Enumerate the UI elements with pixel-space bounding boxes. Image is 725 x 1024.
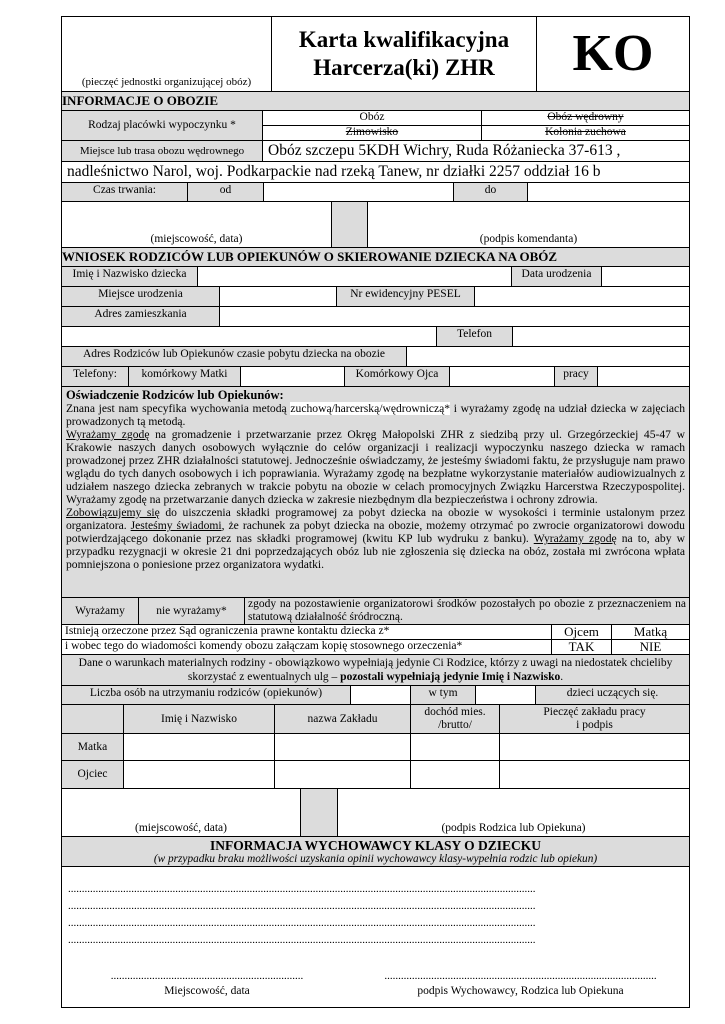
parent-signature-field[interactable] [337,789,689,836]
col-workplace-header: nazwa Zakładu [274,705,410,733]
teacher-place-date-label: Miejscowość, data [164,985,250,997]
students-count-value[interactable] [475,686,535,704]
income-note-bold: pozostali wypełniają jedynie Imię i Nazwisko [340,671,561,683]
including-label: w tym [410,686,475,704]
to-label: do [453,183,527,201]
col-income-header [410,705,499,733]
declaration-p1-text: Znana jest nam specyfika wychowania metodą [66,402,291,415]
parent-place-date-caption: (miejscowość, data) [135,822,227,834]
students-label: dzieci uczących się. [535,686,689,704]
camp-place-date-field[interactable] [62,202,331,247]
facility-type-label: Rodzaj placówki wypoczynku * [62,111,262,140]
income-table-header [62,704,689,733]
declaration-p3-text-c: na to, aby w przypadku rezygnacji w okresie 21 dni poprzedzających obóz lub nie zgłoszenia się dziecka na obóz, została mi zwrócona wpłata pomniejszona o poniesione przez organizatora wydatki. [66,532,685,571]
commander-signature-field[interactable] [367,202,689,247]
location-value-line2[interactable]: nadleśnictwo Narol, woj. Podkarpackie nad rzeką Tanew, nr działki 2257 oddział 16 b [62,161,689,182]
commander-sign-row [62,201,689,247]
declaration-p3-consent: Wyrażamy zgodę [533,532,617,545]
no-option[interactable]: NIE [611,640,689,654]
father-mobile-label: Komórkowy Ojca [344,367,449,386]
work-phone-value[interactable] [597,367,689,386]
income-header-blank [62,705,123,733]
parents-address-value[interactable] [406,347,689,366]
col-stamp-header [499,705,689,733]
col-income-line2: /brutto/ [438,719,472,731]
pesel-value[interactable] [474,287,689,306]
section-application-title: WNIOSEK RODZICÓW LUB OPIEKUNÓW O SKIEROWANIE DZIECKA NA OBÓZ [62,249,558,264]
commander-caption: (podpis komendanta) [479,233,578,245]
declaration-title: Oświadczenie Rodziców lub Opiekunów: [66,388,284,402]
facility-options [262,111,689,140]
opinion-line: .......................................................................................................................................................................... [68,917,536,929]
facility-type-row [62,110,689,140]
court-restrictions-row [62,624,689,639]
stamp-area[interactable] [62,17,271,91]
col-stamp-line1: Pieczęć zakładu pracy [543,706,646,718]
parents-address-label: Adres Rodziców lub Opiekunów czasie pobytu dziecka na obozie [62,347,406,366]
income-note-text: Dane o warunkach materialnych rodziny - obowiązkowo wypełniają jedynie Ci Rodzice, którzy z uwagi na niedostatek chcieliby skorzystać z ewentualnych ulg – [78,657,673,683]
opinion-line: .......................................................................................................................................................................... [68,934,536,946]
teacher-opinion-area[interactable] [62,866,689,1007]
address-row [62,306,689,326]
funds-consent-row [62,597,689,624]
birth-place-label: Miejsce urodzenia [62,287,219,306]
father-option[interactable]: Ojcem [551,625,611,639]
dependents-label: Liczba osób na utrzymaniu rodziców (opiekunów) [62,686,350,704]
phone-label: Telefon [436,327,512,346]
mother-mobile-label: komórkowy Matki [128,367,240,386]
phone-row [62,326,689,346]
income-note-end: . [560,671,564,683]
income-row-father [62,760,689,788]
section-teacher-title: INFORMACJA WYCHOWAWCY KLASY O DZIECKU [209,837,542,853]
declaration-p3-aware: Jesteśmy świadomi [130,519,222,532]
dependents-row [62,685,689,704]
mother-mobile-value[interactable] [240,367,344,386]
work-phone-label: pracy [554,367,597,386]
col-stamp-line2: i podpis [576,719,613,731]
section-camp-info [62,91,689,110]
parent-place-date-field[interactable] [62,789,300,836]
court-restrictions-label: Istnieją orzeczone przez Sąd ograniczenia prawne kontaktu dziecka z* [65,625,390,637]
agree-option[interactable]: Wyrażamy [62,598,138,624]
child-name-row [62,266,689,286]
parent-signature-caption: (podpis Rodzica lub Opiekuna) [441,822,586,834]
child-name-value[interactable] [197,267,511,286]
section-application [62,247,689,266]
declaration-p3-text-b: , że rachunek za pobyt dziecka na obozie, możemy otrzymać po zwrocie organizatorowi dowodu potwierdzającego dokonanie przez nas składki programowej (kwitu KP lub wydruku z banku). [66,519,685,545]
duration-row [62,182,689,201]
mother-income-cell[interactable] [410,734,499,760]
form-code: KO [572,25,654,82]
section-camp-info-title: INFORMACJE O OBOZIE [62,93,219,108]
location-value-line1[interactable]: Obóz szczepu 5KDH Wichry, Ruda Różaniecka 37-613 , [262,141,689,161]
opinion-line: .......................................................................................................................................................................... [68,883,536,895]
duration-label: Czas trwania: [62,183,187,201]
declaration-block [62,386,689,597]
qualification-form [61,16,690,1008]
declaration-p3-oblige: Zobowiązujemy się [66,506,160,519]
option-camp[interactable]: Obóz [359,111,385,123]
option-cub-colony[interactable]: Kolonia zuchowa [481,126,689,140]
income-note [62,654,689,685]
dependents-value[interactable] [350,686,410,704]
address-continued[interactable] [62,327,436,346]
phones-row [62,366,689,386]
declaration-p2-consent: Wyrażamy zgodę [66,428,150,441]
form-code-box [536,17,689,91]
address-value[interactable] [219,307,689,326]
mother-workplace-cell[interactable] [274,734,410,760]
camp-place-date-caption: (miejscowość, data) [150,233,243,245]
father-name-cell[interactable] [123,761,274,788]
from-label: od [187,183,263,201]
parent-sign-row [62,788,689,836]
father-stamp-cell[interactable] [499,761,689,788]
declaration-p1-text-end: i wyrażamy zgodę na udział dziecka w zajęciach prowadzonych tą metodą. [66,402,686,428]
declaration-p2-text: na gromadzenie i przetwarzanie przez Okręg Małopolski ZHR z siedzibą przy ul. Grzegórzeckiej 45-47 w Krakowie naszych danych osobowych wyłącznie do celów organizacji i realizacji wypoczynku naszego dziecka w ramach prowadzonej przez ZHR działalności statutowej. Jednocześnie oświadczamy, że jesteśmy świadomi faktu, że przysługuje nam prawo wglądu do tych danych osobowych i ich poprawiania. Wyrażamy zgodę na bezpłatne wykorzystanie materiałów audiowizualnych z udziałem naszego dziecka zebranych w trakcie pobytu na obozie w celach promocyjnych Związku Harcerstwa Rzeczypospolitej. Wyrażamy zgodę na przetwarzanie danych dziecka w zakresie niezbędnym dla bezpieczeństwa i ochrony zdrowia. [66,428,685,506]
parent-separator-cell [300,789,337,836]
parents-address-row [62,346,689,366]
teacher-sign-area [62,970,689,998]
income-row-mother [62,733,689,760]
teacher-place-date-block [62,970,352,998]
declaration-paragraph-1 [66,402,685,428]
phones-label: Telefony: [62,367,128,386]
father-workplace-cell[interactable] [274,761,410,788]
location-label: Miejsce lub trasa obozu wędrownego [62,141,262,161]
form-title-line2: Harcerza(ki) ZHR [313,55,495,80]
option-hiking-camp[interactable]: Obóz wędrowny [481,111,689,125]
father-mobile-value[interactable] [449,367,554,386]
section-teacher-subtitle: (w przypadku braku możliwości uzyskania opinii wychowawcy klasy-wypełnia rodzic lub opiekun) [153,852,598,865]
separator-cell [331,202,367,247]
col-name-header: Imię i Nazwisko [123,705,274,733]
court-notice-row [62,639,689,654]
opinion-line: .......................................................................................................................................................................... [68,900,536,912]
teacher-signature-label: podpis Wychowawcy, Rodzica lub Opiekuna [417,985,624,997]
child-name-label: Imię i Nazwisko dziecka [62,267,197,286]
address-label: Adres zamieszkania [62,307,219,326]
declaration-p3-text-a: do uiszczenia składki programowej za pobyt dziecka na obozie w wysokości i terminie ustalonym przez organizatora. [66,506,686,532]
location-row [62,140,689,161]
title-block [271,17,536,91]
place-date-dots: ...................................................................... [110,970,304,982]
mother-option[interactable]: Matką [611,625,689,639]
phone-value[interactable] [512,327,689,346]
funds-consent-text: zgody na pozostawienie organizatorowi środków pozostałych po obozie z przeznaczeniem na statutową działalność śródroczną. [244,598,689,624]
to-value[interactable] [527,183,689,201]
declaration-paragraph-3 [66,506,685,571]
disagree-option[interactable]: nie wyrażamy* [138,598,244,624]
form-title-line1: Karta kwalifikacyjna [298,27,510,52]
court-notice-label: i wobec tego do wiadomości komendy obozu załączam kopię stosownego orzeczenia* [65,640,463,652]
pesel-label: Nr ewidencyjny PESEL [336,287,474,306]
birth-place-value[interactable] [219,287,336,306]
declaration-paragraph-2 [66,428,685,506]
option-winter-camp[interactable]: Zimowisko [345,126,399,138]
birth-date-value[interactable] [601,267,689,286]
col-income-line1: dochód mies. [424,706,486,718]
stamp-caption: (pieczęć jednostki organizującej obóz) [81,76,252,88]
row-father-label: Ojciec [62,761,123,788]
mother-stamp-cell[interactable] [499,734,689,760]
row-mother-label: Matka [62,734,123,760]
from-value[interactable] [263,183,453,201]
section-teacher [62,836,689,866]
mother-name-cell[interactable] [123,734,274,760]
father-income-cell[interactable] [410,761,499,788]
form-header [62,17,689,91]
teacher-signature-block [352,970,689,998]
yes-option[interactable]: TAK [551,640,611,654]
birth-place-row [62,286,689,306]
method-choice[interactable]: zuchową/harcerską/wędrowniczą* [290,402,451,415]
birth-date-label: Data urodzenia [511,267,601,286]
signature-dots: ................................................................................................... [384,970,657,982]
